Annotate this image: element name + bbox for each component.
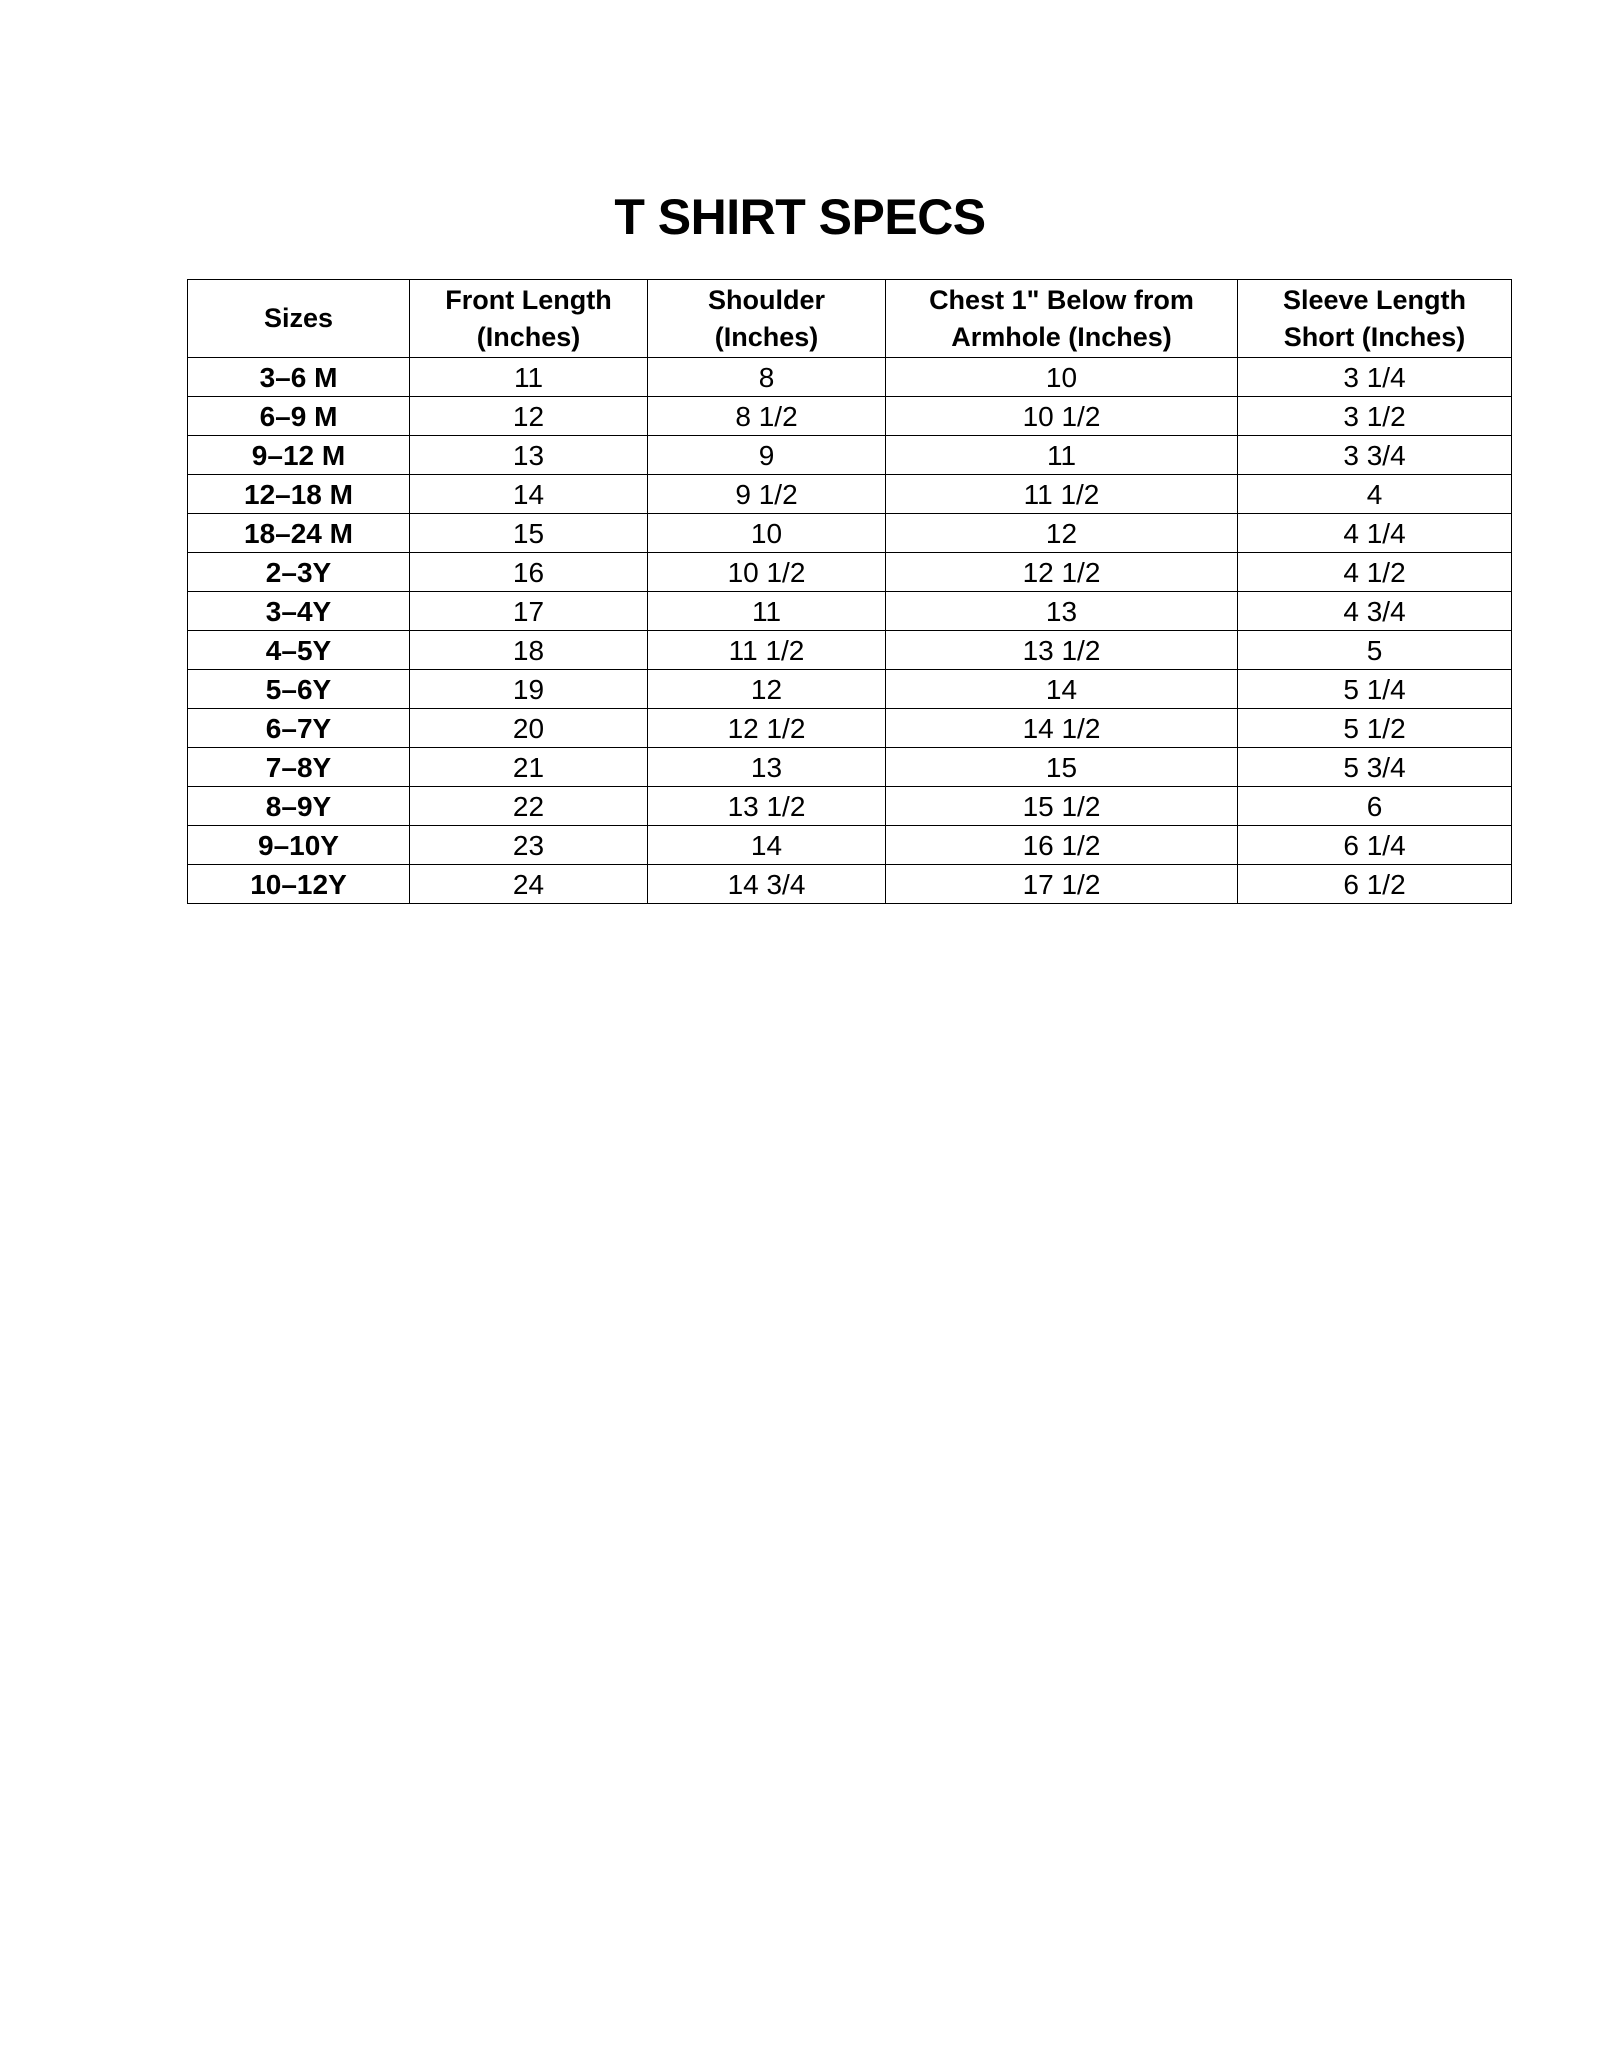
cell-chest: 12 1/2 bbox=[886, 553, 1238, 592]
cell-shoulder: 13 1/2 bbox=[648, 787, 886, 826]
table-row bbox=[188, 475, 1512, 514]
table-body bbox=[188, 358, 1512, 904]
cell-chest: 11 bbox=[886, 436, 1238, 475]
cell-size: 18–24 M bbox=[188, 514, 410, 553]
header-cell-front-length bbox=[410, 280, 648, 358]
table-row bbox=[188, 358, 1512, 397]
cell-sleeve-length: 5 1/2 bbox=[1238, 709, 1512, 748]
cell-sleeve-length: 5 1/4 bbox=[1238, 670, 1512, 709]
cell-front-length: 15 bbox=[410, 514, 648, 553]
cell-sleeve-length: 4 1/4 bbox=[1238, 514, 1512, 553]
header-cell-sleeve-length bbox=[1238, 280, 1512, 358]
cell-chest: 11 1/2 bbox=[886, 475, 1238, 514]
cell-shoulder: 10 1/2 bbox=[648, 553, 886, 592]
cell-size: 7–8Y bbox=[188, 748, 410, 787]
cell-size: 12–18 M bbox=[188, 475, 410, 514]
cell-sleeve-length: 4 1/2 bbox=[1238, 553, 1512, 592]
cell-front-length: 22 bbox=[410, 787, 648, 826]
table-row bbox=[188, 865, 1512, 904]
cell-chest: 15 1/2 bbox=[886, 787, 1238, 826]
cell-shoulder: 12 1/2 bbox=[648, 709, 886, 748]
cell-sleeve-length: 6 bbox=[1238, 787, 1512, 826]
cell-front-length: 11 bbox=[410, 358, 648, 397]
page-title: T SHIRT SPECS bbox=[614, 189, 986, 245]
cell-front-length: 16 bbox=[410, 553, 648, 592]
header-cell-sizes bbox=[188, 280, 410, 358]
header-label-line2: (Inches) bbox=[476, 321, 581, 352]
table-row bbox=[188, 748, 1512, 787]
cell-front-length: 18 bbox=[410, 631, 648, 670]
table-row bbox=[188, 787, 1512, 826]
cell-front-length: 23 bbox=[410, 826, 648, 865]
cell-chest: 13 1/2 bbox=[886, 631, 1238, 670]
table-row bbox=[188, 436, 1512, 475]
table-row bbox=[188, 826, 1512, 865]
cell-chest: 10 bbox=[886, 358, 1238, 397]
cell-chest: 10 1/2 bbox=[886, 397, 1238, 436]
header-label-line1: Shoulder bbox=[707, 284, 825, 315]
cell-front-length: 24 bbox=[410, 865, 648, 904]
cell-sleeve-length: 4 3/4 bbox=[1238, 592, 1512, 631]
cell-size: 6–9 M bbox=[188, 397, 410, 436]
cell-sleeve-length: 6 1/4 bbox=[1238, 826, 1512, 865]
header-row bbox=[188, 280, 1512, 358]
header-label-line1: Front Length bbox=[445, 284, 612, 315]
cell-shoulder: 11 1/2 bbox=[648, 631, 886, 670]
table-row bbox=[188, 631, 1512, 670]
header-label: Sizes bbox=[263, 303, 334, 333]
cell-front-length: 13 bbox=[410, 436, 648, 475]
cell-size: 6–7Y bbox=[188, 709, 410, 748]
cell-front-length: 17 bbox=[410, 592, 648, 631]
cell-size: 9–12 M bbox=[188, 436, 410, 475]
cell-shoulder: 8 1/2 bbox=[648, 397, 886, 436]
table-row bbox=[188, 592, 1512, 631]
header-cell-chest bbox=[886, 280, 1238, 358]
cell-chest: 16 1/2 bbox=[886, 826, 1238, 865]
header-label-line1: Sleeve Length bbox=[1282, 284, 1467, 315]
table-row bbox=[188, 553, 1512, 592]
header-label-line1: Chest 1" Below from bbox=[929, 284, 1194, 315]
cell-shoulder: 12 bbox=[648, 670, 886, 709]
cell-shoulder: 9 bbox=[648, 436, 886, 475]
header-label-line2: (Inches) bbox=[714, 321, 819, 352]
cell-sleeve-length: 4 bbox=[1238, 475, 1512, 514]
cell-shoulder: 14 3/4 bbox=[648, 865, 886, 904]
cell-chest: 14 1/2 bbox=[886, 709, 1238, 748]
cell-chest: 17 1/2 bbox=[886, 865, 1238, 904]
cell-shoulder: 8 bbox=[648, 358, 886, 397]
table-row bbox=[188, 514, 1512, 553]
cell-sleeve-length: 3 3/4 bbox=[1238, 436, 1512, 475]
cell-chest: 15 bbox=[886, 748, 1238, 787]
cell-sleeve-length: 5 bbox=[1238, 631, 1512, 670]
cell-shoulder: 10 bbox=[648, 514, 886, 553]
cell-front-length: 21 bbox=[410, 748, 648, 787]
cell-size: 3–4Y bbox=[188, 592, 410, 631]
table-row bbox=[188, 670, 1512, 709]
cell-sleeve-length: 3 1/4 bbox=[1238, 358, 1512, 397]
cell-shoulder: 13 bbox=[648, 748, 886, 787]
header-cell-shoulder bbox=[648, 280, 886, 358]
cell-front-length: 14 bbox=[410, 475, 648, 514]
header-label-line2: Short (Inches) bbox=[1283, 321, 1466, 352]
cell-size: 3–6 M bbox=[188, 358, 410, 397]
cell-shoulder: 11 bbox=[648, 592, 886, 631]
cell-front-length: 19 bbox=[410, 670, 648, 709]
cell-size: 2–3Y bbox=[188, 553, 410, 592]
cell-front-length: 20 bbox=[410, 709, 648, 748]
cell-size: 10–12Y bbox=[188, 865, 410, 904]
table-row bbox=[188, 709, 1512, 748]
cell-chest: 14 bbox=[886, 670, 1238, 709]
header-label-line2: Armhole (Inches) bbox=[951, 321, 1172, 352]
cell-size: 4–5Y bbox=[188, 631, 410, 670]
cell-sleeve-length: 3 1/2 bbox=[1238, 397, 1512, 436]
cell-sleeve-length: 6 1/2 bbox=[1238, 865, 1512, 904]
cell-sleeve-length: 5 3/4 bbox=[1238, 748, 1512, 787]
cell-front-length: 12 bbox=[410, 397, 648, 436]
cell-size: 9–10Y bbox=[188, 826, 410, 865]
cell-chest: 13 bbox=[886, 592, 1238, 631]
spec-table bbox=[187, 279, 1512, 904]
cell-shoulder: 9 1/2 bbox=[648, 475, 886, 514]
table-row bbox=[188, 397, 1512, 436]
cell-chest: 12 bbox=[886, 514, 1238, 553]
cell-size: 8–9Y bbox=[188, 787, 410, 826]
cell-size: 5–6Y bbox=[188, 670, 410, 709]
cell-shoulder: 14 bbox=[648, 826, 886, 865]
